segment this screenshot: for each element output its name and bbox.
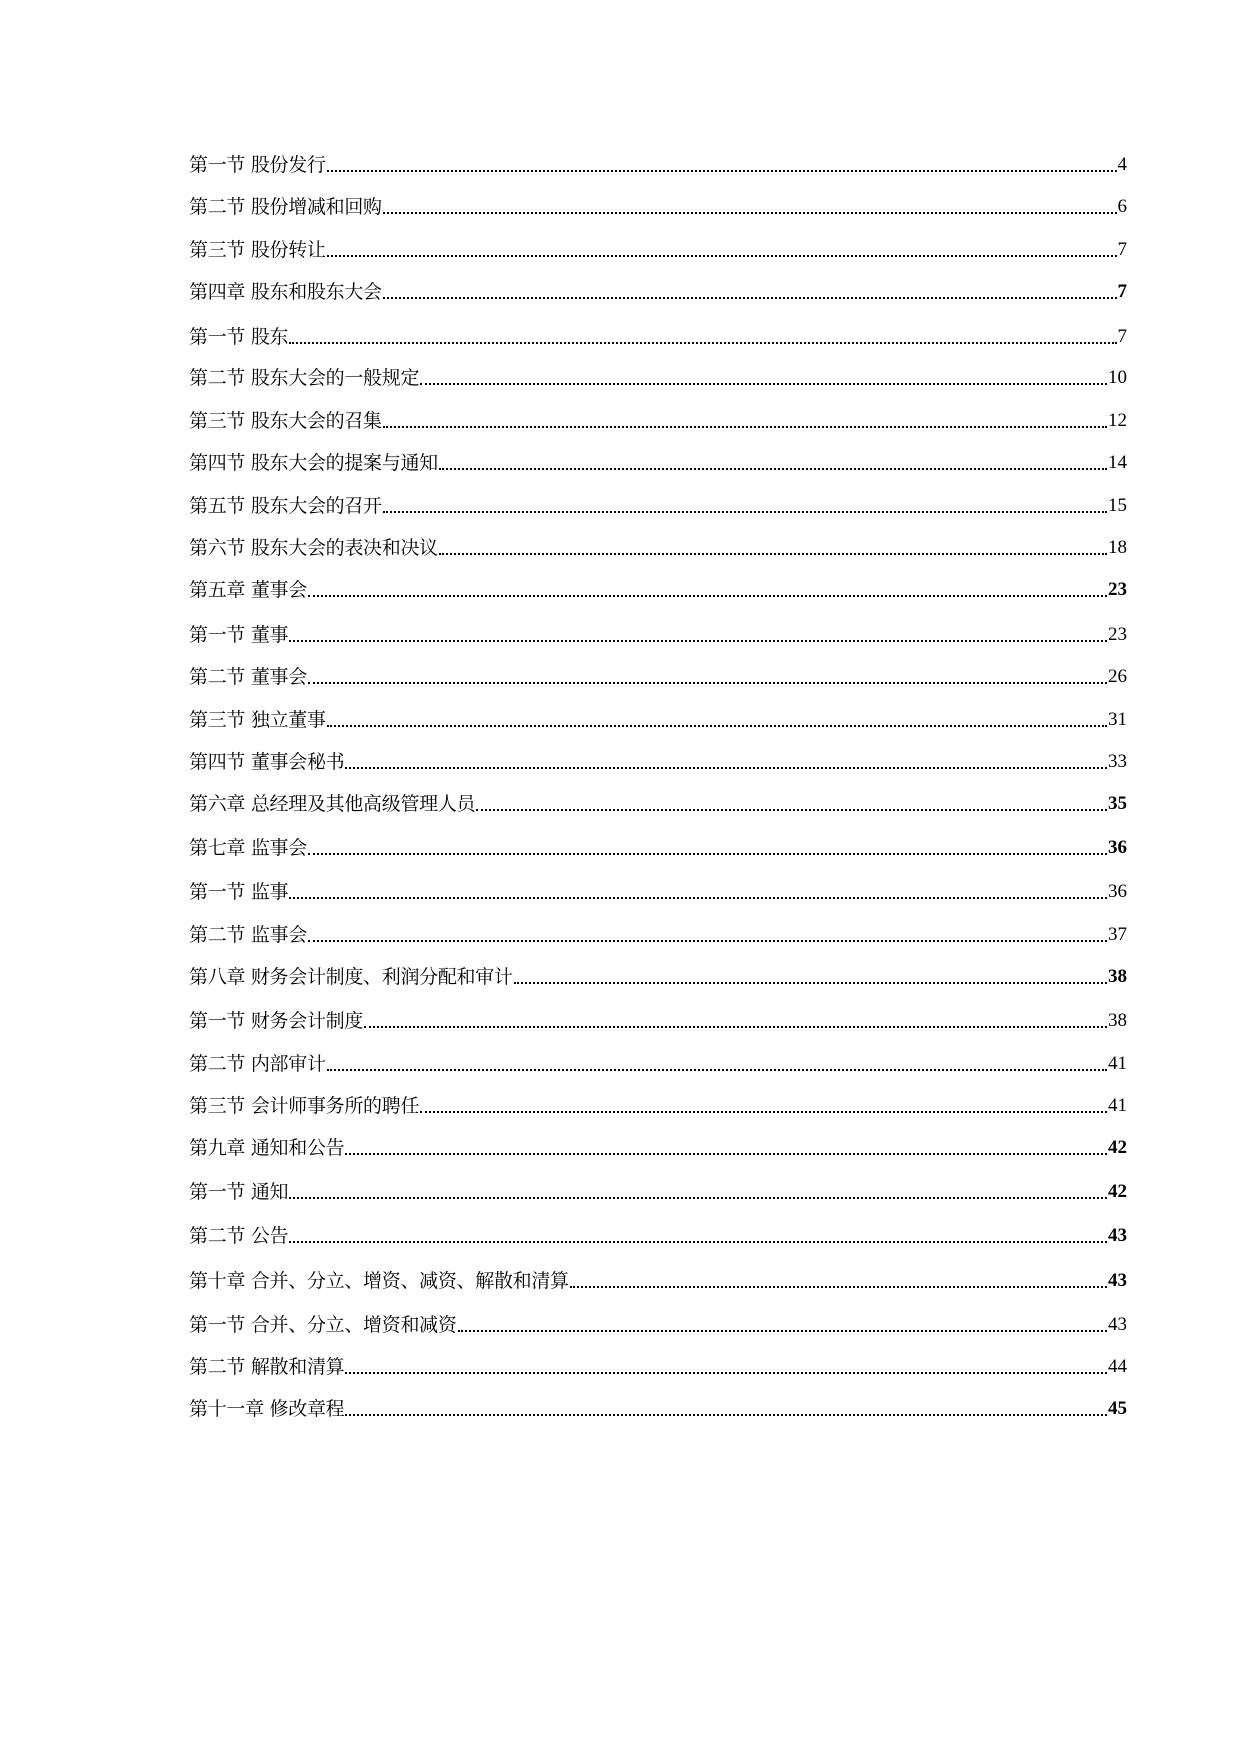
- toc-page-number: 38: [1108, 1010, 1127, 1031]
- dot-leader: [345, 1414, 1107, 1416]
- toc-entry[interactable]: [189, 445, 1127, 475]
- toc-entry[interactable]: [189, 488, 1127, 518]
- toc-entry[interactable]: [189, 1088, 1127, 1118]
- toc-entry-label: 第一节 财务会计制度: [189, 1010, 364, 1032]
- toc-page-number: 42: [1108, 1137, 1127, 1158]
- dot-leader: [476, 809, 1107, 811]
- toc-entry[interactable]: [189, 147, 1127, 177]
- toc-page-number: 38: [1108, 966, 1127, 987]
- toc-page-number: 45: [1108, 1398, 1127, 1419]
- dot-leader: [308, 853, 1107, 855]
- toc-entry-label: 第二节 解散和清算: [189, 1356, 345, 1378]
- dot-leader: [308, 940, 1107, 942]
- dot-leader: [289, 342, 1116, 344]
- toc-entry[interactable]: [189, 917, 1127, 947]
- toc-entry-label: 第四章 股东和股东大会: [189, 281, 382, 303]
- toc-page-number: 36: [1108, 881, 1127, 902]
- dot-leader: [383, 511, 1107, 513]
- toc-entry[interactable]: [189, 403, 1127, 433]
- dot-leader: [514, 982, 1107, 984]
- toc-entry-label: 第十一章 修改章程: [189, 1398, 345, 1420]
- toc-entry-label: 第六节 股东大会的表决和决议: [189, 537, 438, 559]
- toc-page-number: 35: [1108, 793, 1127, 814]
- dot-leader: [345, 1372, 1107, 1374]
- dot-leader: [345, 767, 1107, 769]
- toc-entry-label: 第三节 会计师事务所的聘任: [189, 1095, 420, 1117]
- toc-entry-label: 第一节 监事: [189, 881, 289, 903]
- dot-leader: [289, 1241, 1107, 1243]
- toc-entry[interactable]: [189, 530, 1127, 560]
- toc-entry-label: 第五节 股东大会的召开: [189, 495, 382, 517]
- dot-leader: [364, 1026, 1107, 1028]
- toc-entry-label: 第一节 通知: [189, 1181, 289, 1203]
- toc-entry[interactable]: [189, 1046, 1127, 1076]
- dot-leader: [327, 255, 1117, 257]
- toc-page-number: 18: [1108, 537, 1127, 558]
- toc-entry[interactable]: [189, 659, 1127, 689]
- toc-entry-label: 第一节 合并、分立、增资和减资: [189, 1314, 457, 1336]
- toc-page-number: 42: [1108, 1181, 1127, 1202]
- toc-entry-label: 第二节 股份增减和回购: [189, 196, 382, 218]
- dot-leader: [439, 553, 1107, 555]
- toc-page-number: 15: [1108, 495, 1127, 516]
- toc-entry-label: 第二节 内部审计: [189, 1053, 326, 1075]
- dot-leader: [383, 426, 1107, 428]
- toc-entry-label: 第二节 监事会: [189, 924, 307, 946]
- toc-entry[interactable]: [189, 830, 1127, 860]
- dot-leader: [289, 897, 1107, 899]
- toc-entry-label: 第二节 董事会: [189, 666, 307, 688]
- toc-entry[interactable]: [189, 702, 1127, 732]
- toc-page-number: 31: [1108, 709, 1127, 730]
- dot-leader: [439, 468, 1107, 470]
- toc-entry[interactable]: [189, 319, 1127, 349]
- toc-page-number: 41: [1108, 1053, 1127, 1074]
- toc-entry-label: 第五章 董事会: [189, 579, 307, 601]
- toc-entry[interactable]: [189, 959, 1127, 989]
- toc-page-number: 23: [1108, 579, 1127, 600]
- toc-entry-label: 第三节 股份转让: [189, 239, 326, 261]
- toc-entry[interactable]: [189, 786, 1127, 816]
- toc-page-number: 26: [1108, 666, 1127, 687]
- toc-page-number: 7: [1117, 281, 1127, 302]
- toc-entry-label: 第一节 股份发行: [189, 154, 326, 176]
- toc-entry-label: 第十章 合并、分立、增资、减资、解散和清算: [189, 1270, 569, 1292]
- toc-page-number: 14: [1108, 452, 1127, 473]
- toc-entry[interactable]: [189, 1174, 1127, 1204]
- toc-page-number: 43: [1108, 1225, 1127, 1246]
- toc-page-number: 10: [1108, 367, 1127, 388]
- toc-entry-label: 第九章 通知和公告: [189, 1137, 345, 1159]
- toc-page-number: 6: [1117, 196, 1127, 217]
- toc-entry[interactable]: [189, 744, 1127, 774]
- toc-page-number: 7: [1117, 326, 1127, 347]
- toc-entry[interactable]: [189, 1307, 1127, 1337]
- toc-page-number: 23: [1108, 624, 1127, 645]
- toc-entry-label: 第二节 公告: [189, 1225, 289, 1247]
- dot-leader: [345, 1153, 1107, 1155]
- toc-entry[interactable]: [189, 1130, 1127, 1160]
- dot-leader: [383, 212, 1117, 214]
- toc-entry-label: 第一节 股东: [189, 326, 289, 348]
- toc-entry[interactable]: [189, 617, 1127, 647]
- dot-leader: [570, 1286, 1107, 1288]
- dot-leader: [289, 1197, 1107, 1199]
- toc-entry[interactable]: [189, 572, 1127, 602]
- toc-entry[interactable]: [189, 360, 1127, 390]
- toc-entry-label: 第八章 财务会计制度、利润分配和审计: [189, 966, 513, 988]
- dot-leader: [458, 1330, 1107, 1332]
- dot-leader: [383, 297, 1117, 299]
- toc-page-number: 43: [1108, 1314, 1127, 1335]
- toc-page-number: 12: [1108, 410, 1127, 431]
- dot-leader: [308, 595, 1107, 597]
- toc-entry-label: 第三节 股东大会的召集: [189, 410, 382, 432]
- dot-leader: [289, 640, 1107, 642]
- toc-page-number: 7: [1117, 239, 1127, 260]
- toc-page-number: 43: [1108, 1270, 1127, 1291]
- toc-page-number: 44: [1108, 1356, 1127, 1377]
- toc-page-number: 33: [1108, 751, 1127, 772]
- toc-entry-label: 第四节 董事会秘书: [189, 751, 345, 773]
- toc-entry-label: 第一节 董事: [189, 624, 289, 646]
- dot-leader: [327, 1069, 1107, 1071]
- dot-leader: [420, 1111, 1107, 1113]
- toc-entry[interactable]: [189, 232, 1127, 262]
- toc-entry-label: 第二节 股东大会的一般规定: [189, 367, 420, 389]
- dot-leader: [420, 383, 1107, 385]
- toc-entry[interactable]: [189, 189, 1127, 219]
- dot-leader: [308, 682, 1107, 684]
- toc-entry-label: 第六章 总经理及其他高级管理人员: [189, 793, 476, 815]
- toc-page-number: 4: [1117, 154, 1127, 175]
- toc-entry[interactable]: [189, 1263, 1127, 1293]
- toc-entry[interactable]: [189, 1003, 1127, 1033]
- toc-entry-label: 第四节 股东大会的提案与通知: [189, 452, 438, 474]
- dot-leader: [327, 170, 1117, 172]
- toc-entry[interactable]: [189, 1349, 1127, 1379]
- toc-entry[interactable]: [189, 1218, 1127, 1248]
- toc-page-number: 36: [1108, 837, 1127, 858]
- toc-entry-label: 第三节 独立董事: [189, 709, 326, 731]
- toc-entry[interactable]: [189, 274, 1127, 304]
- dot-leader: [327, 725, 1107, 727]
- toc-page-number: 41: [1108, 1095, 1127, 1116]
- toc-entry-label: 第七章 监事会: [189, 837, 307, 859]
- toc-page-number: 37: [1108, 924, 1127, 945]
- toc-entry[interactable]: [189, 874, 1127, 904]
- toc-entry[interactable]: [189, 1391, 1127, 1421]
